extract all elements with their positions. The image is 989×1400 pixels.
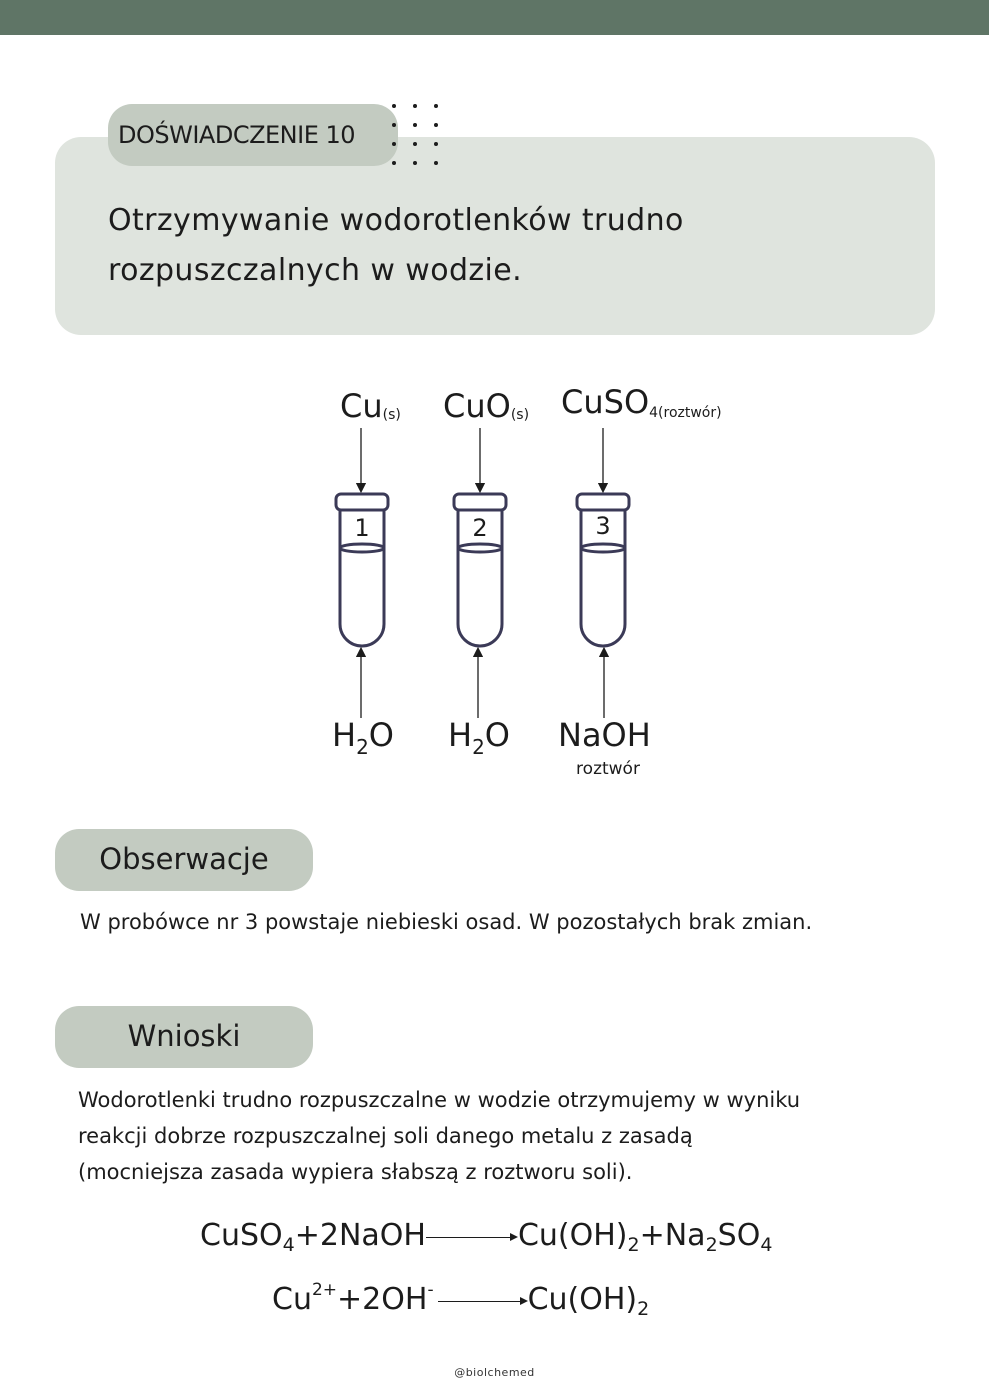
tube-3-top-label: CuSO4(roztwór) (561, 383, 722, 421)
equation-molecular (200, 1218, 772, 1256)
eq1-product-2-sub: 2 (705, 1234, 718, 1256)
eq2-reactant-1-charge: 2+ (311, 1280, 338, 1300)
conclusions-text (78, 1082, 948, 1190)
eq1-reactant-2: +2NaOH (294, 1218, 426, 1253)
eq2-reactant-2-charge: - (427, 1280, 434, 1300)
footer-credit: @biolchemed (454, 1366, 535, 1379)
observations-heading: Obserwacje (55, 829, 313, 891)
tube-3-bottom-label: NaOH (558, 716, 651, 754)
eq1-product-2: +Na (639, 1218, 706, 1253)
eq2-reactant-2: +2OH (337, 1282, 428, 1317)
equation-ionic (272, 1280, 649, 1320)
conclusions-line-2: reakcji dobrze rozpuszczalnej soli danego metalu z zasadą (78, 1124, 693, 1148)
conclusions-line-1: Wodorotlenki trudno rozpuszczalne w wodzie otrzymujemy w wyniku (78, 1088, 801, 1112)
eq1-product-1: Cu(OH) (517, 1218, 628, 1253)
eq1-reactant-1: CuSO (200, 1218, 283, 1253)
eq2-arrow (438, 1286, 528, 1316)
eq1-product-2-sub2: 4 (760, 1234, 773, 1256)
observations-text: W probówce nr 3 powstaje niebieski osad. W pozostałych brak zmian. (80, 910, 813, 934)
tube-3-bottom-note: roztwór (576, 759, 640, 779)
eq2-product-1-sub: 2 (637, 1298, 650, 1320)
tube-1-number: 1 (354, 514, 370, 542)
tube-2-bottom-label: $H_2O$ (448, 716, 510, 759)
tube-3-number: 3 (595, 512, 611, 540)
title-line-1: Otrzymywanie wodorotlenków trudno (108, 203, 684, 238)
eq2-product-1: Cu(OH) (527, 1282, 638, 1317)
eq1-product-1-sub: 2 (627, 1234, 640, 1256)
tube-2-top-label: CuO(s) (443, 387, 530, 425)
eq1-product-2-rest: SO (717, 1218, 761, 1253)
eq1-arrow (426, 1222, 518, 1252)
conclusions-line-3: (mocniejsza zasada wypiera słabszą z roztworu soli). (78, 1160, 633, 1184)
conclusions-heading: Wnioski (55, 1006, 313, 1068)
tube-1-top-label: Cu(s) (340, 387, 401, 425)
tube-2-number: 2 (472, 514, 488, 542)
title-line-2: rozpuszczalnych w wodzie. (108, 253, 523, 288)
experiment-tag: DOŚWIADCZENIE 10 (108, 104, 398, 166)
eq2-reactant-1: Cu (272, 1282, 312, 1317)
tube-1-bottom-label: $H_2O$ (332, 716, 394, 759)
eq1-reactant-1-sub: 4 (282, 1234, 295, 1256)
